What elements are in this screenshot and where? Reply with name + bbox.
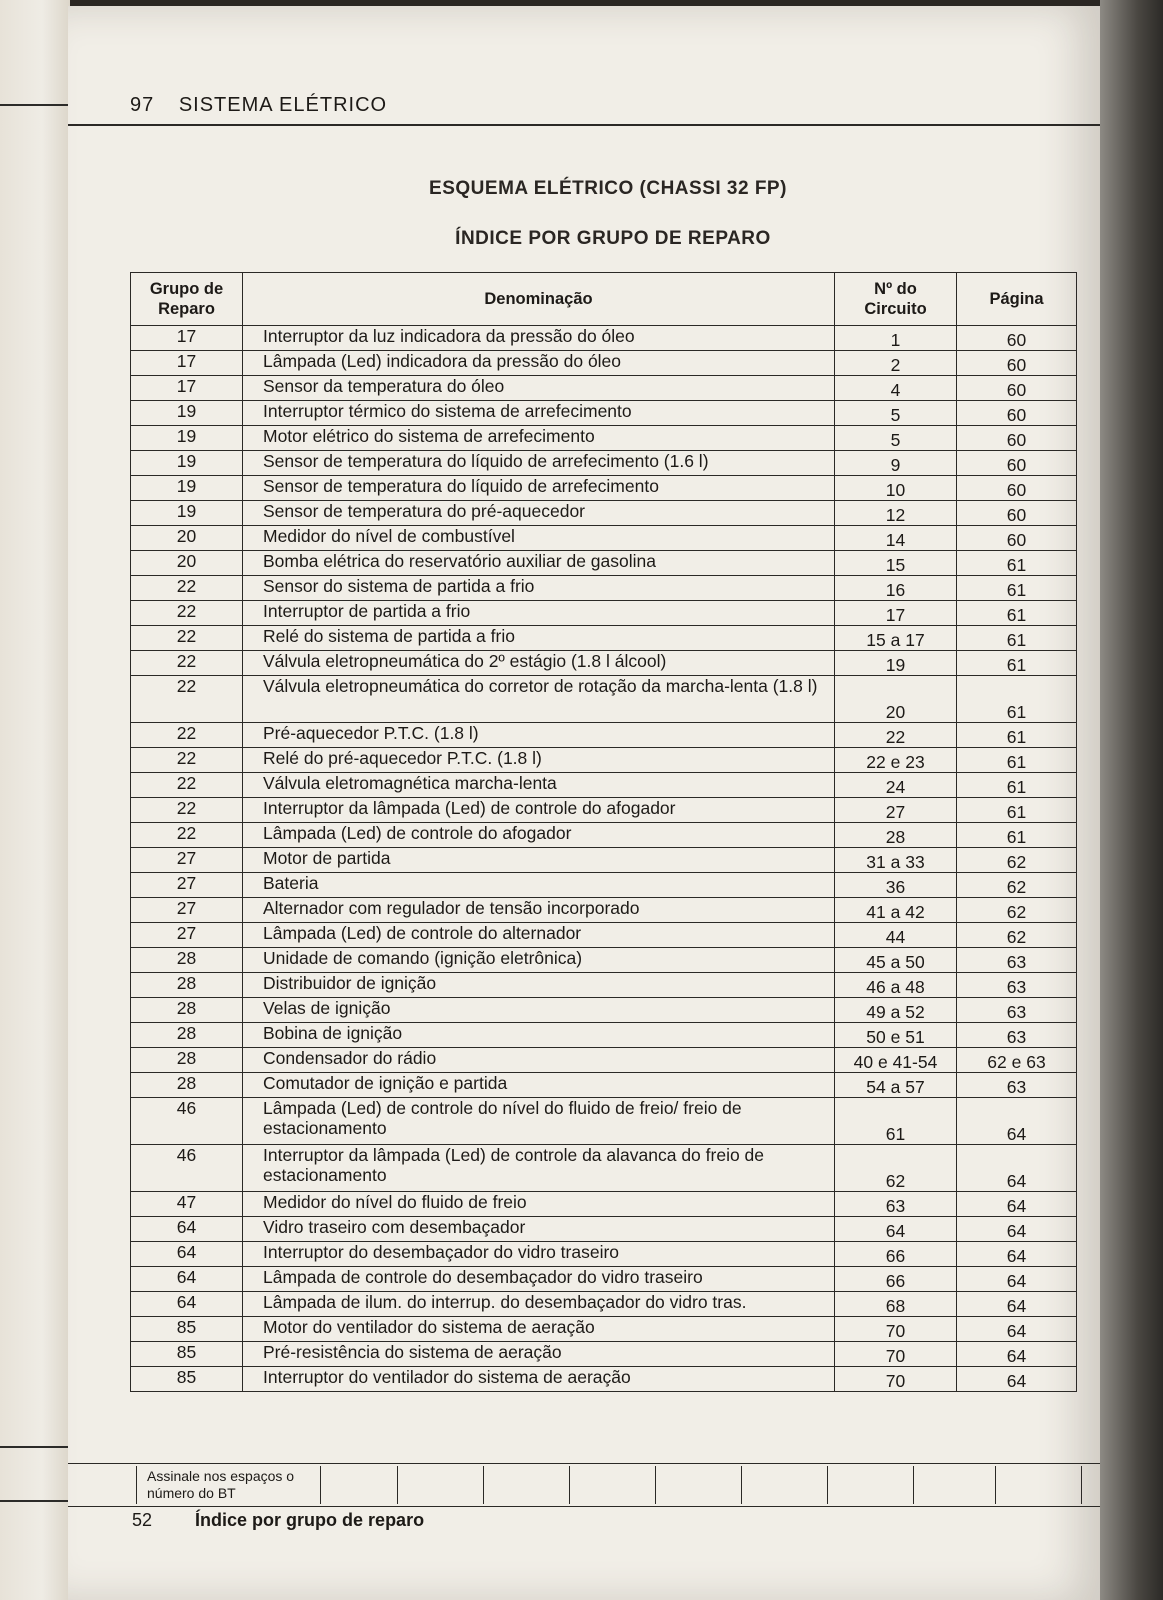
cell-denomination: Sensor de temperatura do líquido de arrefecimento — [243, 476, 835, 501]
table-row — [131, 1023, 1077, 1048]
cell-page: 60 — [957, 426, 1077, 451]
cell-denomination: Interruptor do desembaçador do vidro traseiro — [243, 1242, 835, 1267]
cell-circuit: 61 — [835, 1098, 957, 1145]
table-row — [131, 651, 1077, 676]
cell-denomination: Bobina de ignição — [243, 1023, 835, 1048]
cell-denomination: Interruptor da lâmpada (Led) de controle do afogador — [243, 798, 835, 823]
cell-circuit: 46 a 48 — [835, 973, 957, 998]
cell-group: 22 — [131, 651, 243, 676]
cell-page: 62 — [957, 923, 1077, 948]
cell-denomination: Válvula eletropneumática do corretor de rotação da marcha-lenta (1.8 l) — [243, 676, 835, 723]
cell-page: 61 — [957, 798, 1077, 823]
table-row — [131, 1073, 1077, 1098]
cell-circuit: 68 — [835, 1292, 957, 1317]
cell-page: 64 — [957, 1317, 1077, 1342]
cell-group: 27 — [131, 848, 243, 873]
cell-group: 22 — [131, 773, 243, 798]
cell-denomination: Lâmpada (Led) indicadora da pressão do óleo — [243, 351, 835, 376]
cell-page: 64 — [957, 1292, 1077, 1317]
cell-page: 64 — [957, 1267, 1077, 1292]
cell-group: 85 — [131, 1317, 243, 1342]
cell-page: 61 — [957, 723, 1077, 748]
table-row — [131, 676, 1077, 723]
table-header-row — [131, 273, 1077, 326]
table-row — [131, 1342, 1077, 1367]
cell-circuit: 16 — [835, 576, 957, 601]
table-row — [131, 873, 1077, 898]
cell-circuit: 24 — [835, 773, 957, 798]
cell-circuit: 15 a 17 — [835, 626, 957, 651]
cell-page: 64 — [957, 1217, 1077, 1242]
footer-page-number: 52 — [132, 1510, 153, 1530]
bt-instruction-label: Assinale nos espaços o número do BT — [136, 1466, 321, 1504]
cell-denomination: Interruptor térmico do sistema de arrefecimento — [243, 401, 835, 426]
cell-group: 85 — [131, 1342, 243, 1367]
cell-denomination: Pré-resistência do sistema de aeração — [243, 1342, 835, 1367]
table-row — [131, 973, 1077, 998]
book-spine — [0, 0, 70, 1600]
cell-group: 22 — [131, 723, 243, 748]
bt-entry-cell[interactable] — [741, 1466, 828, 1504]
cell-group: 27 — [131, 898, 243, 923]
cell-denomination: Motor de partida — [243, 848, 835, 873]
table-row — [131, 526, 1077, 551]
cell-group: 22 — [131, 576, 243, 601]
cell-circuit: 2 — [835, 351, 957, 376]
cell-group: 19 — [131, 426, 243, 451]
cell-group: 28 — [131, 998, 243, 1023]
page-title: ESQUEMA ELÉTRICO (CHASSI 32 FP) — [429, 178, 787, 199]
cell-circuit: 41 a 42 — [835, 898, 957, 923]
cell-circuit: 5 — [835, 401, 957, 426]
header-section: SISTEMA ELÉTRICO — [178, 94, 388, 116]
cell-denomination: Lâmpada de controle do desembaçador do vidro traseiro — [243, 1267, 835, 1292]
cell-group: 22 — [131, 626, 243, 651]
cell-circuit: 4 — [835, 376, 957, 401]
spine-rule — [0, 1446, 70, 1448]
cell-circuit: 5 — [835, 426, 957, 451]
cell-page: 64 — [957, 1192, 1077, 1217]
cell-page: 61 — [957, 651, 1077, 676]
cell-group: 22 — [131, 676, 243, 723]
cell-circuit: 9 — [835, 451, 957, 476]
cell-circuit: 45 a 50 — [835, 948, 957, 973]
cell-group: 19 — [131, 501, 243, 526]
table-row — [131, 1292, 1077, 1317]
cell-denomination: Motor do ventilador do sistema de aeração — [243, 1317, 835, 1342]
cell-group: 47 — [131, 1192, 243, 1217]
table-row — [131, 1317, 1077, 1342]
table-body — [131, 326, 1077, 1392]
cell-circuit: 40 e 41-54 — [835, 1048, 957, 1073]
cell-denomination: Lâmpada (Led) de controle do nível do fluido de freio/ freio de estacionamento — [243, 1098, 835, 1145]
cell-group: 27 — [131, 923, 243, 948]
table-row — [131, 451, 1077, 476]
table-row — [131, 1217, 1077, 1242]
bt-entry-cell[interactable] — [655, 1466, 742, 1504]
cell-page: 64 — [957, 1098, 1077, 1145]
cell-group: 28 — [131, 948, 243, 973]
table-row — [131, 401, 1077, 426]
table-row — [131, 1242, 1077, 1267]
cell-circuit: 70 — [835, 1317, 957, 1342]
table-row — [131, 376, 1077, 401]
bt-entry-cell[interactable] — [995, 1466, 1082, 1504]
cell-group: 64 — [131, 1242, 243, 1267]
table-row — [131, 476, 1077, 501]
cell-denomination: Interruptor da lâmpada (Led) de controle da alavanca do freio de estacionamento — [243, 1145, 835, 1192]
cell-circuit: 27 — [835, 798, 957, 823]
cell-page: 64 — [957, 1342, 1077, 1367]
cell-circuit: 1 — [835, 326, 957, 351]
table-row — [131, 998, 1077, 1023]
cell-denomination: Sensor da temperatura do óleo — [243, 376, 835, 401]
cell-group: 64 — [131, 1267, 243, 1292]
cell-page: 61 — [957, 601, 1077, 626]
document-page — [68, 6, 1108, 1600]
cell-group: 19 — [131, 401, 243, 426]
cell-denomination: Sensor do sistema de partida a frio — [243, 576, 835, 601]
cell-page: 63 — [957, 973, 1077, 998]
cell-page: 63 — [957, 948, 1077, 973]
cell-denomination: Unidade de comando (ignição eletrônica) — [243, 948, 835, 973]
cell-circuit: 50 e 51 — [835, 1023, 957, 1048]
cell-page: 60 — [957, 476, 1077, 501]
cell-circuit: 20 — [835, 676, 957, 723]
cell-denomination: Medidor do nível de combustível — [243, 526, 835, 551]
cell-circuit: 12 — [835, 501, 957, 526]
cell-page: 62 e 63 — [957, 1048, 1077, 1073]
footer-page-title: Índice por grupo de reparo — [195, 1510, 425, 1530]
cell-circuit: 14 — [835, 526, 957, 551]
cell-circuit: 17 — [835, 601, 957, 626]
cell-denomination: Motor elétrico do sistema de arrefecimento — [243, 426, 835, 451]
cell-circuit: 10 — [835, 476, 957, 501]
cell-page: 63 — [957, 1073, 1077, 1098]
cell-group: 17 — [131, 326, 243, 351]
bt-entry-cell[interactable] — [397, 1466, 484, 1504]
cell-circuit: 70 — [835, 1342, 957, 1367]
table-row — [131, 1367, 1077, 1392]
cell-circuit: 62 — [835, 1145, 957, 1192]
cell-circuit: 63 — [835, 1192, 957, 1217]
cell-group: 22 — [131, 798, 243, 823]
cell-circuit: 22 — [835, 723, 957, 748]
cell-denomination: Interruptor do ventilador do sistema de aeração — [243, 1367, 835, 1392]
cell-page: 63 — [957, 1023, 1077, 1048]
cell-circuit: 66 — [835, 1267, 957, 1292]
header-page-number: 97 — [130, 94, 155, 116]
table-row — [131, 1145, 1077, 1192]
cell-group: 19 — [131, 476, 243, 501]
cell-circuit: 28 — [835, 823, 957, 848]
table-row — [131, 1267, 1077, 1292]
cell-group: 17 — [131, 376, 243, 401]
cell-page: 61 — [957, 676, 1077, 723]
cell-circuit: 22 e 23 — [835, 748, 957, 773]
cell-page: 61 — [957, 823, 1077, 848]
page-edge-shadow — [1100, 0, 1163, 1600]
page-subtitle: ÍNDICE POR GRUPO DE REPARO — [455, 228, 771, 249]
table-row — [131, 748, 1077, 773]
cell-denomination: Sensor de temperatura do pré-aquecedor — [243, 501, 835, 526]
cell-group: 28 — [131, 1048, 243, 1073]
table-row — [131, 426, 1077, 451]
cell-page: 60 — [957, 526, 1077, 551]
cell-page: 60 — [957, 401, 1077, 426]
table-row — [131, 773, 1077, 798]
cell-group: 64 — [131, 1292, 243, 1317]
cell-page: 64 — [957, 1145, 1077, 1192]
bt-entry-cell[interactable] — [321, 1466, 398, 1504]
column-header-page: Página — [957, 273, 1077, 326]
table-row — [131, 551, 1077, 576]
column-header-group: Grupo de Reparo — [131, 273, 243, 326]
header-rule — [68, 124, 1108, 126]
cell-page: 60 — [957, 451, 1077, 476]
cell-circuit: 54 a 57 — [835, 1073, 957, 1098]
cell-denomination: Pré-aquecedor P.T.C. (1.8 l) — [243, 723, 835, 748]
cell-group: 20 — [131, 551, 243, 576]
cell-page: 64 — [957, 1367, 1077, 1392]
table-row — [131, 948, 1077, 973]
cell-denomination: Vidro traseiro com desembaçador — [243, 1217, 835, 1242]
cell-page: 63 — [957, 998, 1077, 1023]
cell-denomination: Válvula eletromagnética marcha-lenta — [243, 773, 835, 798]
cell-page: 61 — [957, 626, 1077, 651]
table-row — [131, 1098, 1077, 1145]
cell-denomination: Distribuidor de ignição — [243, 973, 835, 998]
bt-entry-cell[interactable] — [483, 1466, 570, 1504]
bt-entry-cell[interactable] — [827, 1466, 914, 1504]
cell-page: 64 — [957, 1242, 1077, 1267]
cell-denomination: Bomba elétrica do reservatório auxiliar de gasolina — [243, 551, 835, 576]
cell-denomination: Interruptor de partida a frio — [243, 601, 835, 626]
cell-page: 60 — [957, 376, 1077, 401]
running-header — [130, 94, 387, 117]
cell-page: 60 — [957, 326, 1077, 351]
cell-page: 61 — [957, 551, 1077, 576]
cell-group: 20 — [131, 526, 243, 551]
cell-group: 22 — [131, 823, 243, 848]
cell-group: 28 — [131, 1073, 243, 1098]
cell-group: 17 — [131, 351, 243, 376]
cell-group: 19 — [131, 451, 243, 476]
cell-denomination: Lâmpada de ilum. do interrup. do desembaçador do vidro tras. — [243, 1292, 835, 1317]
table-row — [131, 848, 1077, 873]
column-header-circuit: Nº do Circuito — [835, 273, 957, 326]
cell-denomination: Bateria — [243, 873, 835, 898]
cell-page: 61 — [957, 773, 1077, 798]
cell-circuit: 15 — [835, 551, 957, 576]
cell-denomination: Lâmpada (Led) de controle do alternador — [243, 923, 835, 948]
table-row — [131, 351, 1077, 376]
table-row — [131, 823, 1077, 848]
bt-entry-cell[interactable] — [569, 1466, 656, 1504]
cell-denomination: Sensor de temperatura do líquido de arrefecimento (1.6 l) — [243, 451, 835, 476]
cell-group: 46 — [131, 1098, 243, 1145]
cell-group: 22 — [131, 748, 243, 773]
cell-group: 85 — [131, 1367, 243, 1392]
cell-denomination: Lâmpada (Led) de controle do afogador — [243, 823, 835, 848]
column-header-denomination: Denominação — [243, 273, 835, 326]
cell-denomination: Interruptor da luz indicadora da pressão do óleo — [243, 326, 835, 351]
table-row — [131, 1192, 1077, 1217]
table-row — [131, 576, 1077, 601]
cell-group: 28 — [131, 973, 243, 998]
cell-page: 60 — [957, 351, 1077, 376]
cell-group: 46 — [131, 1145, 243, 1192]
cell-denomination: Comutador de ignição e partida — [243, 1073, 835, 1098]
cell-circuit: 19 — [835, 651, 957, 676]
cell-denomination: Medidor do nível do fluido de freio — [243, 1192, 835, 1217]
cell-denomination: Relé do sistema de partida a frio — [243, 626, 835, 651]
cell-circuit: 49 a 52 — [835, 998, 957, 1023]
cell-page: 61 — [957, 576, 1077, 601]
cell-group: 28 — [131, 1023, 243, 1048]
table-row — [131, 898, 1077, 923]
spine-rule — [0, 104, 70, 106]
table-row — [131, 501, 1077, 526]
cell-circuit: 36 — [835, 873, 957, 898]
cell-group: 27 — [131, 873, 243, 898]
cell-denomination: Relé do pré-aquecedor P.T.C. (1.8 l) — [243, 748, 835, 773]
table-row — [131, 601, 1077, 626]
cell-denomination: Válvula eletropneumática do 2º estágio (1.8 l álcool) — [243, 651, 835, 676]
table-row — [131, 626, 1077, 651]
cell-denomination: Condensador do rádio — [243, 1048, 835, 1073]
cell-denomination: Alternador com regulador de tensão incorporado — [243, 898, 835, 923]
cell-group: 64 — [131, 1217, 243, 1242]
cell-page: 62 — [957, 848, 1077, 873]
cell-circuit: 31 a 33 — [835, 848, 957, 873]
cell-page: 62 — [957, 873, 1077, 898]
page-footer — [132, 1510, 424, 1531]
cell-page: 62 — [957, 898, 1077, 923]
cell-page: 60 — [957, 501, 1077, 526]
repair-group-index-table — [130, 272, 1077, 1392]
cell-page: 61 — [957, 748, 1077, 773]
table-row — [131, 326, 1077, 351]
cell-circuit: 70 — [835, 1367, 957, 1392]
table-row — [131, 798, 1077, 823]
cell-denomination: Velas de ignição — [243, 998, 835, 1023]
cell-circuit: 44 — [835, 923, 957, 948]
cell-circuit: 64 — [835, 1217, 957, 1242]
table-row — [131, 923, 1077, 948]
table-row — [131, 723, 1077, 748]
spine-rule — [0, 1500, 70, 1502]
table-row — [131, 1048, 1077, 1073]
cell-circuit: 66 — [835, 1242, 957, 1267]
cell-group: 22 — [131, 601, 243, 626]
bt-entry-cell[interactable] — [913, 1466, 996, 1504]
